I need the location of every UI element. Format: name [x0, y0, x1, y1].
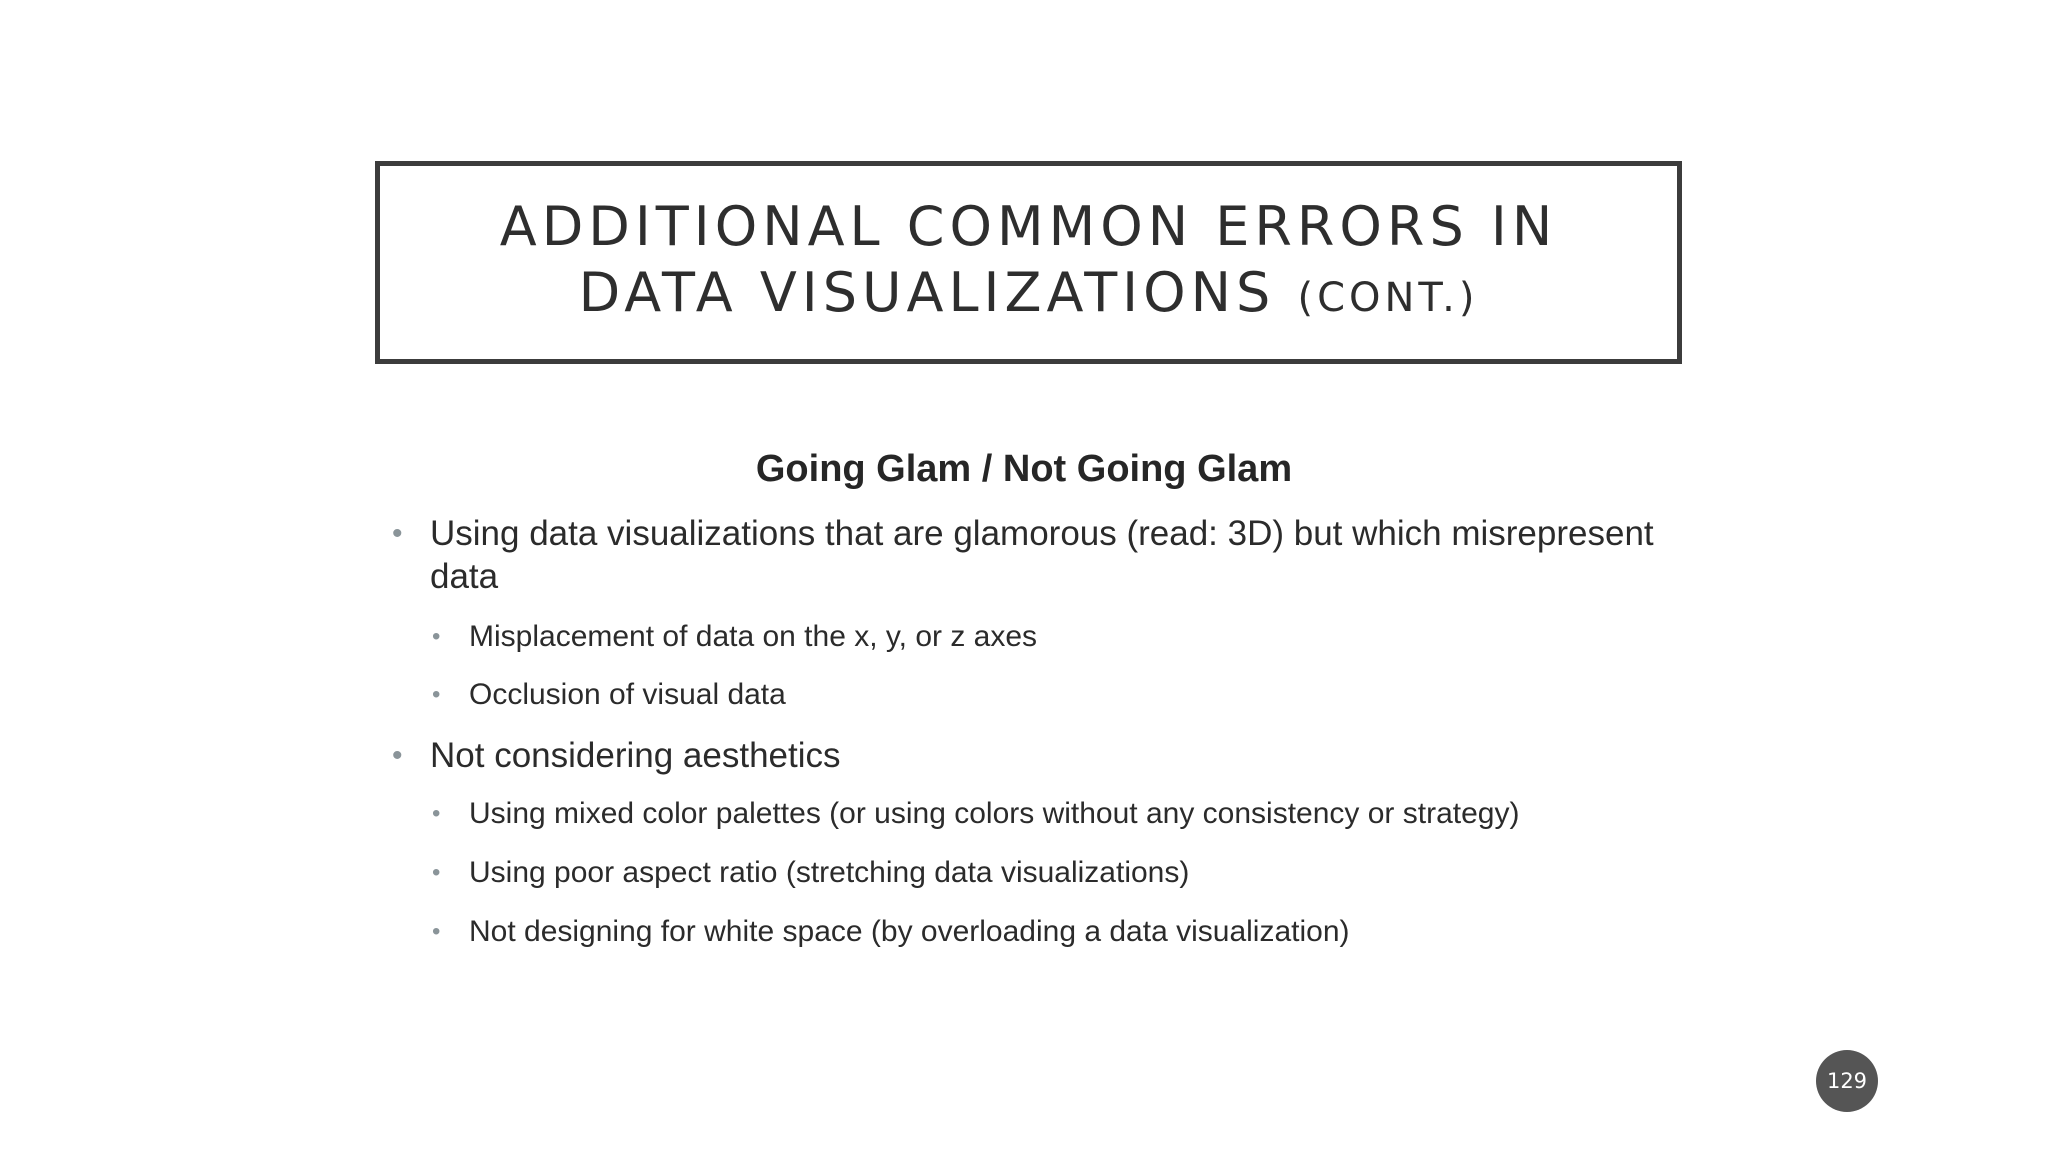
sub-bullet-item — [390, 794, 1690, 834]
title-line-1: ADDITIONAL COMMON ERRORS IN — [499, 195, 1558, 258]
sub-bullet-text: Occlusion of visual data — [469, 678, 786, 711]
sub-bullet-item — [390, 912, 1690, 952]
sub-bullet-text: Not designing for white space (by overloading a data visualization) — [469, 915, 1350, 948]
bullet-item — [390, 512, 1690, 598]
sub-bullet-text: Misplacement of data on the x, y, or z axes — [469, 620, 1038, 653]
bullet-dot-icon: • — [432, 918, 441, 945]
bullet-text: Not considering aesthetics — [430, 736, 841, 775]
sub-bullet-text: Using mixed color palettes (or using colors without any consistency or strategy) — [469, 797, 1520, 830]
bullet-dot-icon: • — [432, 623, 441, 650]
sub-bullet-item — [390, 617, 1690, 657]
sub-bullet-item — [390, 853, 1690, 893]
bullet-text: Using data visualizations that are glamorous (read: 3D) but which misrepresent data — [430, 514, 1654, 596]
title-main: DATA VISUALIZATIONS — [578, 261, 1276, 324]
subheading: Going Glam / Not Going Glam — [755, 448, 1293, 490]
bullet-dot-icon: • — [392, 739, 403, 772]
bullet-item — [390, 734, 1690, 777]
bullet-dot-icon: • — [432, 681, 441, 708]
bullet-dot-icon: • — [432, 859, 441, 886]
sub-bullet-item — [390, 675, 1690, 715]
bullet-list — [390, 512, 1690, 952]
sub-bullet-text: Using poor aspect ratio (stretching data visualizations) — [469, 856, 1190, 889]
title-suffix: (CONT.) — [1297, 275, 1479, 321]
title-box — [375, 161, 1682, 364]
page-number-badge: 129 — [1816, 1050, 1878, 1112]
bullet-dot-icon: • — [432, 800, 441, 827]
title-line-2 — [579, 260, 1479, 331]
bullet-dot-icon: • — [392, 517, 403, 550]
